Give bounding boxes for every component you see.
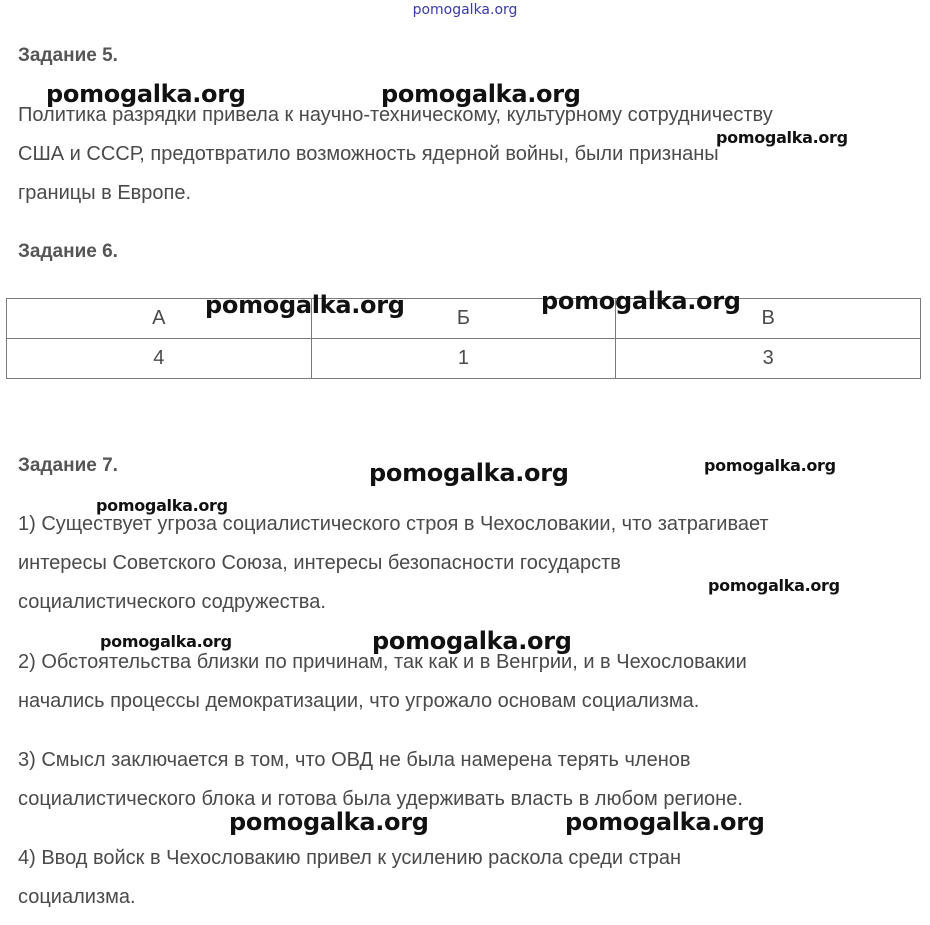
table-value-cell: 1	[311, 339, 616, 379]
task-7-answer-4	[18, 839, 908, 917]
watermark-overlay: pomogalka.org	[96, 496, 228, 515]
answer-line: 1) Существует угроза социалистического строя в Чехословакии, что затрагивает	[18, 513, 769, 535]
task-7-answer-3	[18, 741, 908, 819]
answer-line: социалистического содружества.	[18, 591, 326, 613]
watermark-overlay: pomogalka.org	[716, 128, 848, 147]
table-header-cell: А	[7, 299, 312, 339]
watermark-overlay: pomogalka.org	[100, 632, 232, 651]
answer-line: 3) Смысл заключается в том, что ОВД не была намерена терять членов	[18, 749, 691, 771]
table-row-values	[7, 339, 921, 379]
site-watermark-top: pomogalka.org	[412, 2, 518, 18]
answer-line: 4) Ввод войск в Чехословакию привел к усилению раскола среди стран	[18, 847, 682, 869]
answer-line: начались процессы демократизации, что угрожало основам социализма.	[18, 690, 700, 712]
task-7-heading: Задание 7.	[18, 455, 118, 476]
watermark-overlay: pomogalka.org	[46, 80, 246, 108]
task-7-answer-1	[18, 505, 908, 622]
table-value-cell: 3	[616, 339, 921, 379]
table-value-cell: 4	[7, 339, 312, 379]
answer-line: 2) Обстоятельства близки по причинам, так как и в Венгрии, и в Чехословакии	[18, 651, 747, 673]
task-5-text	[18, 96, 908, 213]
task-6-answer-table	[6, 298, 921, 379]
answer-line: социалистического блока и готова была удерживать власть в любом регионе.	[18, 788, 743, 810]
answer-line: интересы Советского Союза, интересы безопасности государств	[18, 552, 621, 574]
table-header-cell: Б	[311, 299, 616, 339]
task-5-line: США и СССР, предотвратило возможность ядерной войны, были признаны	[18, 143, 719, 165]
table-header-cell: В	[616, 299, 921, 339]
answer-line: социализма.	[18, 886, 136, 908]
watermark-overlay: pomogalka.org	[205, 291, 405, 319]
watermark-overlay: pomogalka.org	[369, 459, 569, 487]
watermark-overlay: pomogalka.org	[565, 808, 765, 836]
watermark-overlay: pomogalka.org	[708, 576, 840, 595]
watermark-overlay: pomogalka.org	[704, 456, 836, 475]
watermark-overlay: pomogalka.org	[541, 287, 741, 315]
watermark-overlay: pomogalka.org	[372, 627, 572, 655]
task-5-line: Политика разрядки привела к научно-техническому, культурному сотрудничеству	[18, 104, 773, 126]
task-6-heading: Задание 6.	[18, 241, 118, 262]
table-row-header	[7, 299, 921, 339]
task-5-heading: Задание 5.	[18, 45, 118, 66]
watermark-overlay: pomogalka.org	[381, 80, 581, 108]
task-5-line: границы в Европе.	[18, 182, 192, 204]
watermark-overlay: pomogalka.org	[229, 808, 429, 836]
